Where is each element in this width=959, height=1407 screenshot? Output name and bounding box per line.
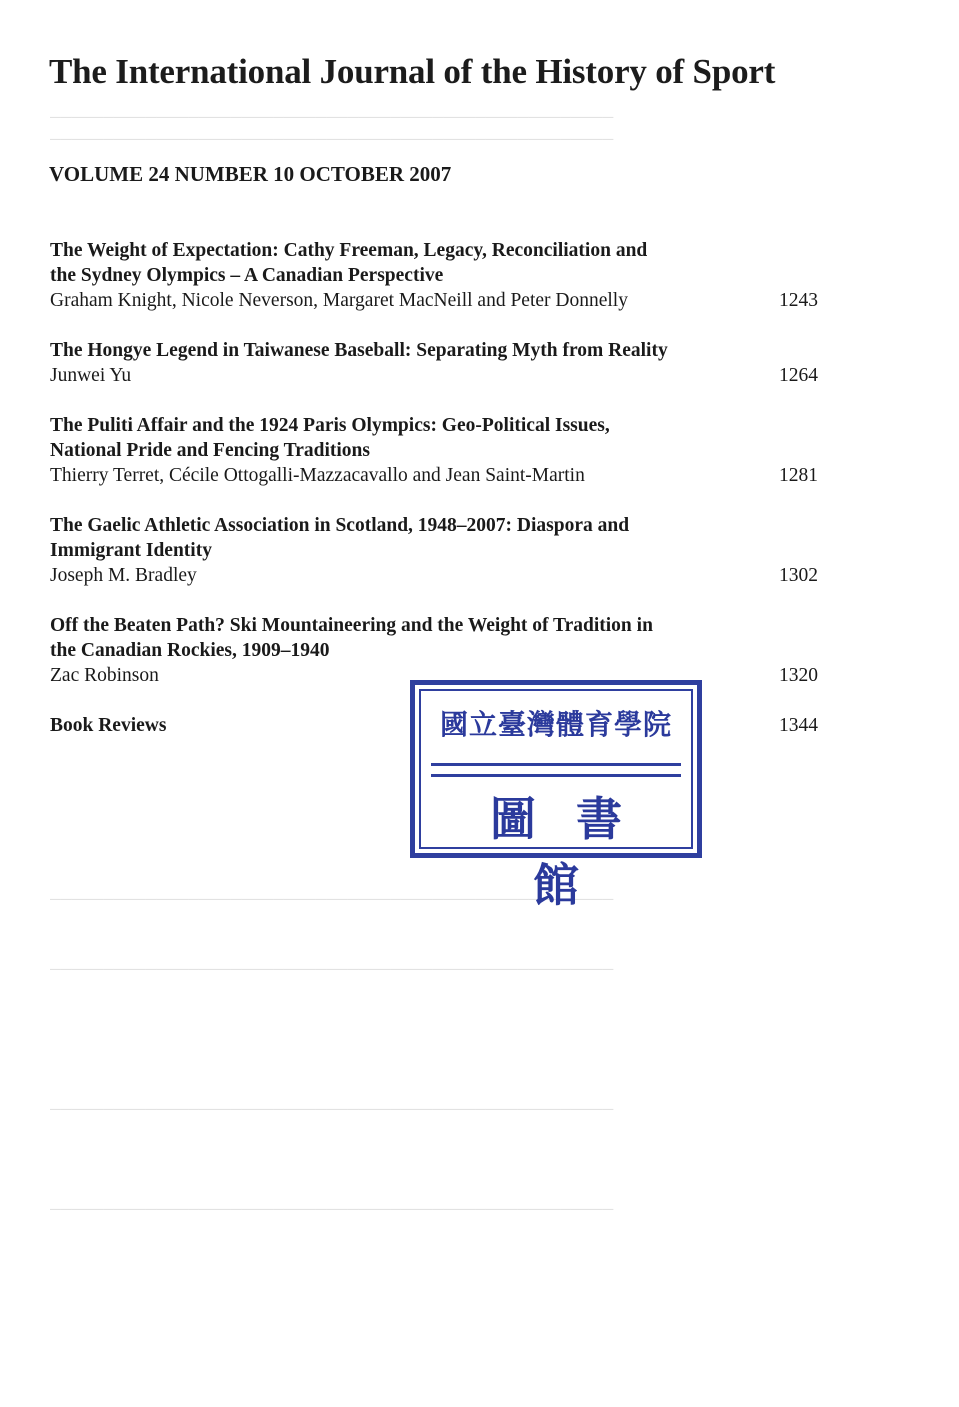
toc-entry-page: 1320 [779,665,818,686]
toc-entry-title-line: The Gaelic Athletic Association in Scotland, 1948–2007: Diaspora and [50,515,630,536]
toc-entry-title-line: National Pride and Fencing Traditions [50,440,370,461]
toc-entry-page: 1264 [779,365,818,386]
toc-entry[interactable] [50,238,818,313]
toc-entry-title-line: the Sydney Olympics – A Canadian Perspective [50,265,444,286]
library-stamp [410,680,702,912]
toc-entry-title-line: Book Reviews [50,715,167,736]
toc-entry-authors: Graham Knight, Nicole Neverson, Margaret MacNeill and Peter Donnelly [50,290,628,311]
library-stamp-divider [431,763,681,777]
toc-entry-title-line: Immigrant Identity [50,540,212,561]
toc-entry-title-line: The Hongye Legend in Taiwanese Baseball: Separating Myth from Reality [50,340,668,361]
toc-entry-title-line: Off the Beaten Path? Ski Mountaineering and the Weight of Tradition in [50,615,653,636]
library-stamp-library-label: 圖書館 [490,792,662,912]
toc-entry-page: 1302 [779,565,818,586]
toc-entry-authors: Zac Robinson [50,665,159,686]
toc-entry-title-line: The Weight of Expectation: Cathy Freeman, Legacy, Reconciliation and [50,240,648,261]
toc-entry-authors: Thierry Terret, Cécile Ottogalli-Mazzacavallo and Jean Saint-Martin [50,465,585,486]
journal-title: The International Journal of the History of Sport [49,52,776,91]
toc-entry[interactable] [50,513,818,588]
toc-entry-title-line: The Puliti Affair and the 1924 Paris Olympics: Geo-Political Issues, [50,415,610,436]
toc-entry-page: 1243 [779,290,818,311]
toc-entry-title-line: the Canadian Rockies, 1909–1940 [50,640,330,661]
toc-entry-page: 1281 [779,465,818,486]
toc-entry[interactable] [50,413,818,488]
toc-entry-authors: Joseph M. Bradley [50,565,197,586]
library-stamp-institution-name: 國立臺灣體育學院 [439,708,672,741]
toc-entry-page: 1344 [779,715,818,736]
library-stamp-inner-border [419,689,693,912]
toc-entry[interactable] [50,613,818,688]
toc-entry[interactable] [50,338,818,388]
volume-issue-line: VOLUME 24 NUMBER 10 OCTOBER 2007 [49,162,452,186]
toc-entry-authors: Junwei Yu [50,365,132,386]
